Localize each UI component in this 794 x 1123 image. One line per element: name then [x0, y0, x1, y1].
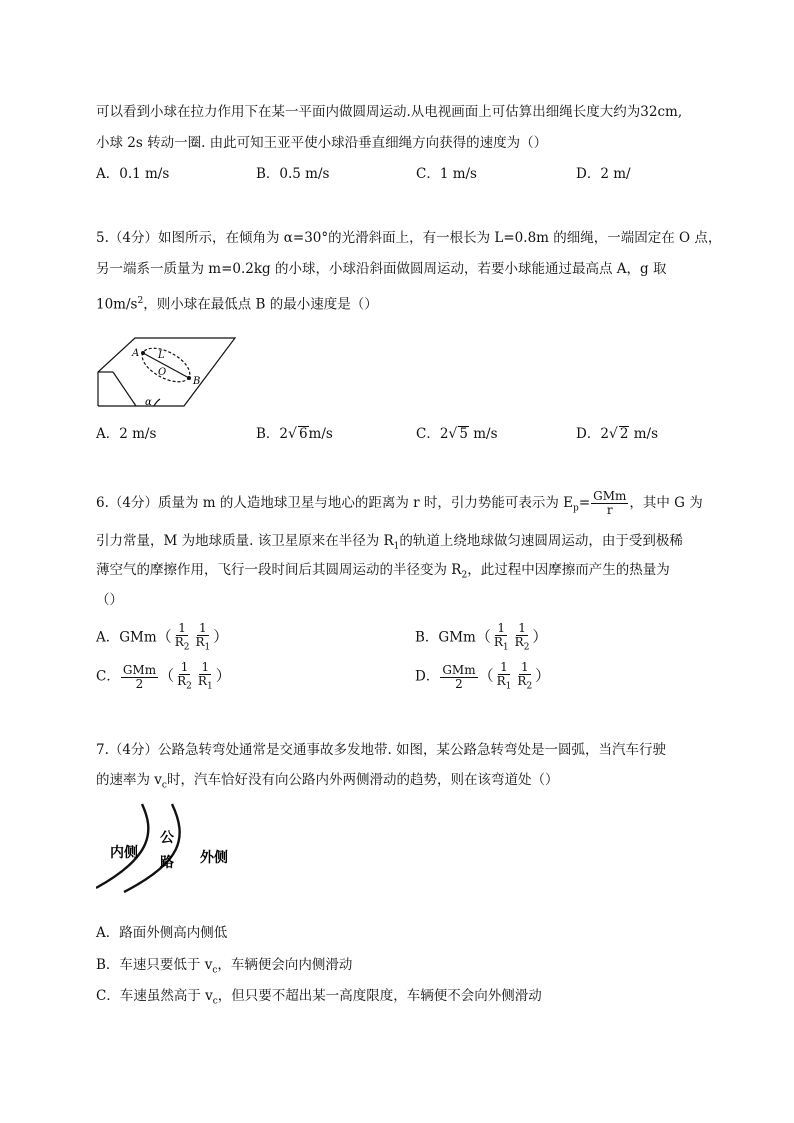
q7-line-2: 的速率为 $v_c$时，汽车恰好没有向公路内外两侧滑动的趋势，则在该弯道处（） [96, 772, 559, 791]
road-label-gong: 公 [160, 830, 174, 846]
q4-option-d: D．2 m/ [576, 166, 631, 182]
q5-option-c: C．2√ 5 m/s [416, 426, 498, 442]
fig-label-a: A [132, 348, 140, 359]
q6-option-a: A．GMm（ $\frac{1}{R_2}$ $\frac{1}{R_1}$ ） [96, 621, 229, 653]
fig-label-o: O [158, 367, 167, 378]
road-label-inner: 内侧 [110, 845, 138, 861]
q5-line-2: 另一端系一质量为 m=0.2kg 的小球，小球沿斜面做圆周运动，若要小球能通过最高点 A，g 取 [96, 261, 667, 277]
q5-line-3: $10m/s^2$，则小球在最低点 B 的最小速度是（） [96, 296, 378, 313]
fig-label-l: L [158, 350, 165, 361]
q7-line-1: 7.（4分）公路急转弯处通常是交通事故多发地带. 如图，某公路急转弯处是一圆弧，当汽车行驶 [96, 742, 667, 758]
q5-option-d: D．2√ 2 m/s [576, 426, 659, 442]
road-label-outer: 外侧 [200, 850, 228, 866]
q6-line-4: （） [96, 592, 123, 608]
q7-option-b: B．车速只要低于 $v_c$，车辆便会向内侧滑动 [96, 957, 353, 976]
q6-line-2: 引力常量，M 为地球质量. 该卫星原来在半径为 $R_1$的轨道上绕地球做匀速圆周运动，由于受到极稀 [96, 533, 683, 552]
q6-line-1: 6.（4分）质量为 m 的人造地球卫星与地心的距离为 r 时，引力势能可表示为 $E_p=$ $\frac{\text{GMm}}{r}$ ，其中 G 为 [96, 489, 703, 517]
incline-figure [96, 330, 242, 412]
road-label-lu: 路 [160, 855, 174, 871]
fig-label-alpha: α [145, 397, 152, 408]
q5-option-b: B．2√ 6m/s [256, 426, 333, 442]
q4-option-a: A．0.1 m/s [96, 166, 170, 182]
q7-option-a: A．路面外侧高内侧低 [96, 925, 228, 941]
q4-option-b: B．0.5 m/s [256, 166, 330, 182]
fig-label-b: B [193, 376, 201, 387]
q6-option-d: D． $\frac{\text{GMm}}{2}$ （ $\frac{1}{R_1}$ $\frac{1}{R_2}$ ） [415, 660, 551, 692]
q7-option-c: C．车速虽然高于 $v_c$，但只要不超出某一高度限度，车辆便不会向外侧滑动 [96, 988, 542, 1007]
q4-line-1: 可以看到小球在拉力作用下在某一平面内做圆周运动.从电视画面上可估算出细绳长度大约为32cm, [96, 104, 683, 120]
q6-option-c: C． $\frac{\text{GMm}}{2}$ （ $\frac{1}{R_2}$ $\frac{1}{R_1}$ ） [96, 660, 231, 692]
q6-line-3: 薄空气的摩擦作用，飞行一段时间后其圆周运动的半径变为 $R_2$，此过程中因摩擦而产生的热量为 [96, 562, 670, 581]
q4-option-c: C．1 m/s [416, 166, 477, 182]
road-curve-figure [96, 800, 266, 896]
q4-line-2: 小球 2s 转动一圈. 由此可知王亚平使小球沿垂直细绳方向获得的速度为（） [96, 135, 548, 151]
q5-line-1: 5.（4分）如图所示，在倾角为 α=30°的光滑斜面上，有一根长为 L=0.8m 的细绳，一端固定在 O 点， [96, 230, 722, 246]
q5-option-a: A．2 m/s [96, 426, 157, 442]
q6-option-b: B．GMm（ $\frac{1}{R_1}$ $\frac{1}{R_2}$ ） [415, 621, 548, 653]
